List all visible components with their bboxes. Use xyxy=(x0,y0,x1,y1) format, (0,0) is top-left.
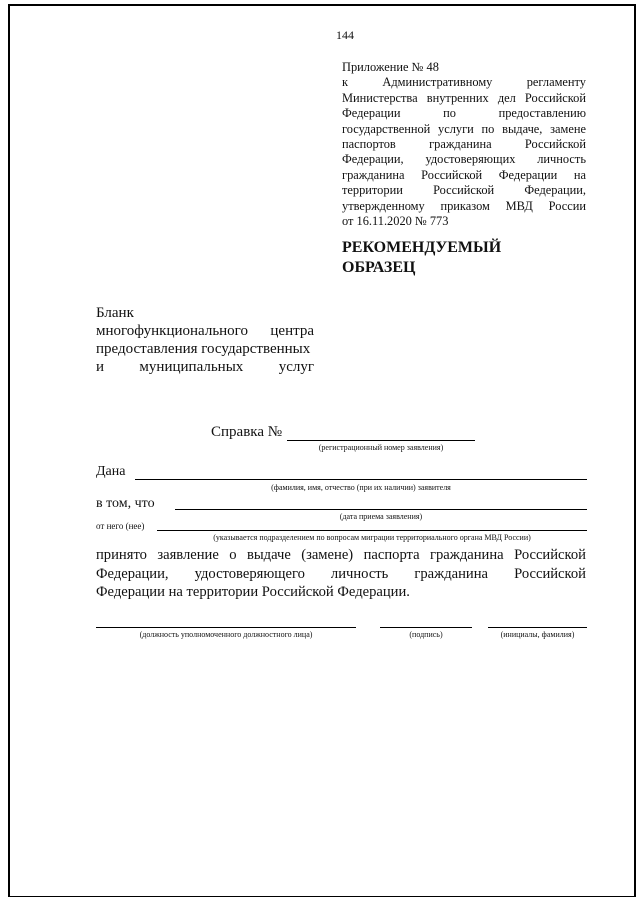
in-that-label: в том, что xyxy=(96,496,155,511)
statement-line: Федерации, удостоверяющего личность гражданина Российской xyxy=(96,565,586,582)
initials-line[interactable] xyxy=(488,627,587,628)
page-frame-right xyxy=(634,4,636,897)
page-frame-top xyxy=(8,4,636,6)
appendix-line: утвержденному приказом МВД России xyxy=(342,198,586,213)
issued-to-label: Дана xyxy=(96,464,126,479)
appendix-line: государственной услуги по выдаче, замене xyxy=(342,121,586,136)
page-frame-left xyxy=(8,4,10,897)
issued-to-caption: (фамилия, имя, отчество (при их наличии) заявителя xyxy=(271,483,451,492)
position-line[interactable] xyxy=(96,627,356,628)
issued-to-line[interactable] xyxy=(135,479,587,480)
date-caption: (дата приема заявления) xyxy=(339,512,423,521)
appendix-note xyxy=(342,60,586,229)
statement-text xyxy=(96,546,586,602)
appendix-line: Приложение № 48 xyxy=(342,60,439,74)
blank-line: предоставления государственных xyxy=(96,341,311,357)
date-line[interactable] xyxy=(175,509,587,510)
page-number: 144 xyxy=(336,28,354,42)
recommended-line: РЕКОМЕНДУЕМЫЙ xyxy=(342,239,502,256)
certificate-number-caption: (регистрационный номер заявления) xyxy=(318,443,444,452)
statement-line: Федерации на территории Российской Федерации. xyxy=(96,584,410,600)
recommended-line: ОБРАЗЕЦ xyxy=(342,259,416,276)
appendix-line: Министерства внутренних дел Российской xyxy=(342,90,586,105)
position-caption: (должность уполномоченного должностного лица) xyxy=(139,630,313,639)
signature-caption: (подпись) xyxy=(409,630,443,639)
from-line[interactable] xyxy=(157,530,587,531)
mfc-form-header xyxy=(96,304,314,376)
appendix-line: от 16.11.2020 № 773 xyxy=(342,214,449,229)
appendix-line: Федерации, удостоверяющих личность xyxy=(342,152,586,167)
certificate-number-line[interactable] xyxy=(287,440,475,441)
statement-line: принято заявление о выдаче (замене) паспорта гражданина Российской xyxy=(96,547,586,563)
appendix-line: территории Российской Федерации, xyxy=(342,183,586,198)
appendix-line: гражданина Российской Федерации на xyxy=(342,167,586,182)
from-label: от него (нее) xyxy=(96,521,145,531)
recommended-sample-heading xyxy=(342,238,542,278)
initials-caption: (инициалы, фамилия) xyxy=(500,630,575,639)
appendix-line: Федерации по предоставлению xyxy=(342,106,586,121)
page-frame-bottom xyxy=(8,896,636,897)
blank-line: Бланк xyxy=(96,305,134,321)
certificate-label: Справка № xyxy=(211,424,283,440)
signature-line[interactable] xyxy=(380,627,472,628)
from-caption: (указывается подразделением по вопросам миграции территориального органа МВД России) xyxy=(213,533,531,542)
blank-line: и муниципальных услуг xyxy=(96,359,314,375)
blank-line: многофункционального центра xyxy=(96,323,314,339)
appendix-line: к Административному регламенту xyxy=(342,75,586,90)
appendix-line: паспортов гражданина Российской xyxy=(342,137,586,152)
